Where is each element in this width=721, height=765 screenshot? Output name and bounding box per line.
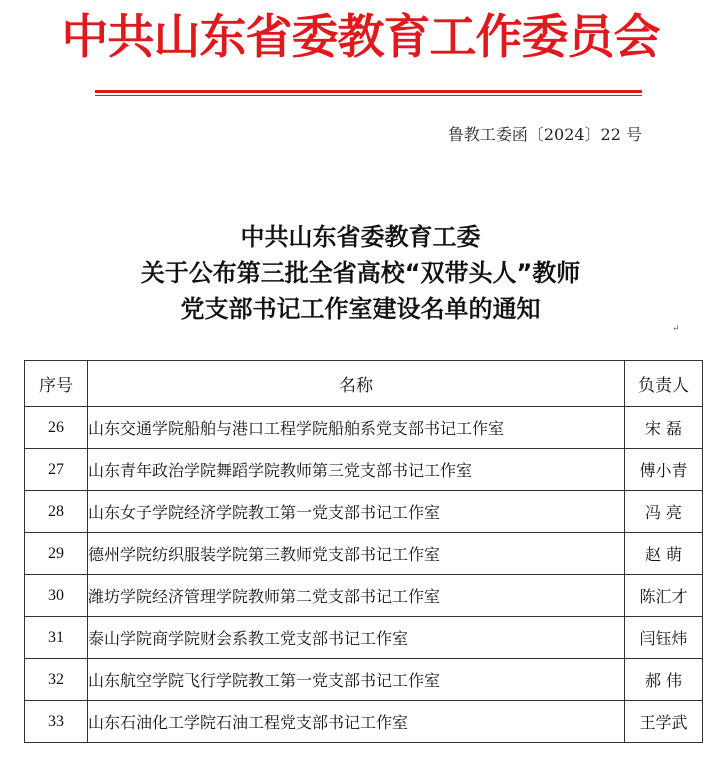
table-row xyxy=(25,701,703,743)
row-name: 山东青年政治学院舞蹈学院教师第三党支部书记工作室 xyxy=(88,449,625,491)
row-seq: 28 xyxy=(25,491,88,533)
title-line-3: 党支部书记工作室建设名单的通知 xyxy=(180,295,541,323)
row-seq: 31 xyxy=(25,617,88,659)
row-name: 潍坊学院经济管理学院教师第二党支部书记工作室 xyxy=(88,575,625,617)
table-row xyxy=(25,407,703,449)
issuer-masthead: 中共山东省委教育工作委员会 xyxy=(61,10,660,65)
row-person: 郝 伟 xyxy=(625,659,703,701)
document-number: 鲁教工委函〔2024〕22 号 xyxy=(447,125,642,144)
table-row xyxy=(25,659,703,701)
header-seq: 序号 xyxy=(25,361,88,407)
row-seq: 33 xyxy=(25,701,88,743)
row-person: 王学武 xyxy=(625,701,703,743)
row-person: 闫钰炜 xyxy=(625,617,703,659)
title-line-2: 关于公布第三批全省高校“双带头人”教师 xyxy=(140,259,581,287)
masthead-red-rule-thick xyxy=(95,90,642,93)
table-header-row xyxy=(25,361,703,407)
row-person: 陈汇才 xyxy=(625,575,703,617)
table-row xyxy=(25,575,703,617)
table-row xyxy=(25,533,703,575)
row-name: 德州学院纺织服装学院第三教师党支部书记工作室 xyxy=(88,533,625,575)
row-name: 山东交通学院船舶与港口工程学院船舶系党支部书记工作室 xyxy=(88,407,625,449)
row-seq: 29 xyxy=(25,533,88,575)
row-seq: 26 xyxy=(25,407,88,449)
row-person: 傅小青 xyxy=(625,449,703,491)
row-person: 赵 萌 xyxy=(625,533,703,575)
header-person: 负责人 xyxy=(625,361,703,407)
row-name: 山东航空学院飞行学院教工第一党支部书记工作室 xyxy=(88,659,625,701)
row-person: 宋 磊 xyxy=(625,407,703,449)
masthead-red-rule-thin xyxy=(95,95,642,96)
row-seq: 27 xyxy=(25,449,88,491)
title-line-1: 中共山东省委教育工委 xyxy=(240,223,481,251)
row-seq: 32 xyxy=(25,659,88,701)
row-name: 山东女子学院经济学院教工第一党支部书记工作室 xyxy=(88,491,625,533)
header-name: 名称 xyxy=(88,361,625,407)
table-row xyxy=(25,617,703,659)
row-name: 山东石油化工学院石油工程党支部书记工作室 xyxy=(88,701,625,743)
table-row xyxy=(25,449,703,491)
paragraph-return-mark: ↵ xyxy=(672,324,680,334)
row-person: 冯 亮 xyxy=(625,491,703,533)
row-seq: 30 xyxy=(25,575,88,617)
studio-list-table xyxy=(24,360,703,743)
table-row xyxy=(25,491,703,533)
row-name: 泰山学院商学院财会系教工党支部书记工作室 xyxy=(88,617,625,659)
